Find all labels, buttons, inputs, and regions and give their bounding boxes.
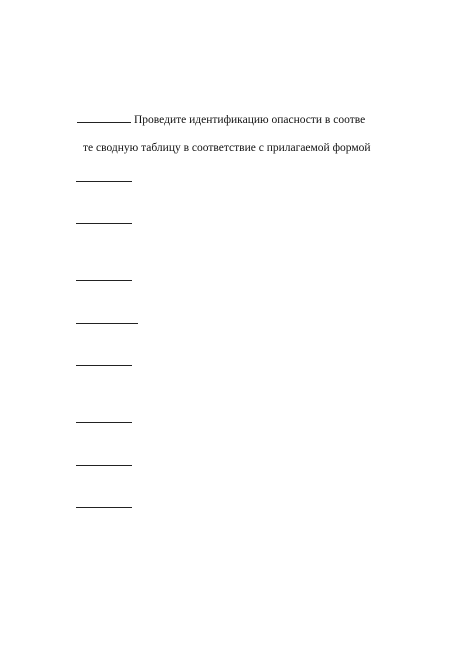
blank-line xyxy=(76,323,138,324)
instruction-line-2: те сводную таблицу в соответствие с прилагаемой формой xyxy=(83,142,371,154)
blank-line xyxy=(76,280,132,281)
blank-line xyxy=(76,223,132,224)
blank-line xyxy=(76,365,132,366)
blank-line xyxy=(76,465,132,466)
blank-line xyxy=(76,422,132,423)
blank-line xyxy=(76,507,132,508)
blank-line xyxy=(76,181,132,182)
instruction-line-1 xyxy=(77,111,365,127)
fill-in-blank xyxy=(77,111,131,123)
instruction-text-1: Проведите идентификацию опасности в соотве xyxy=(134,114,366,126)
